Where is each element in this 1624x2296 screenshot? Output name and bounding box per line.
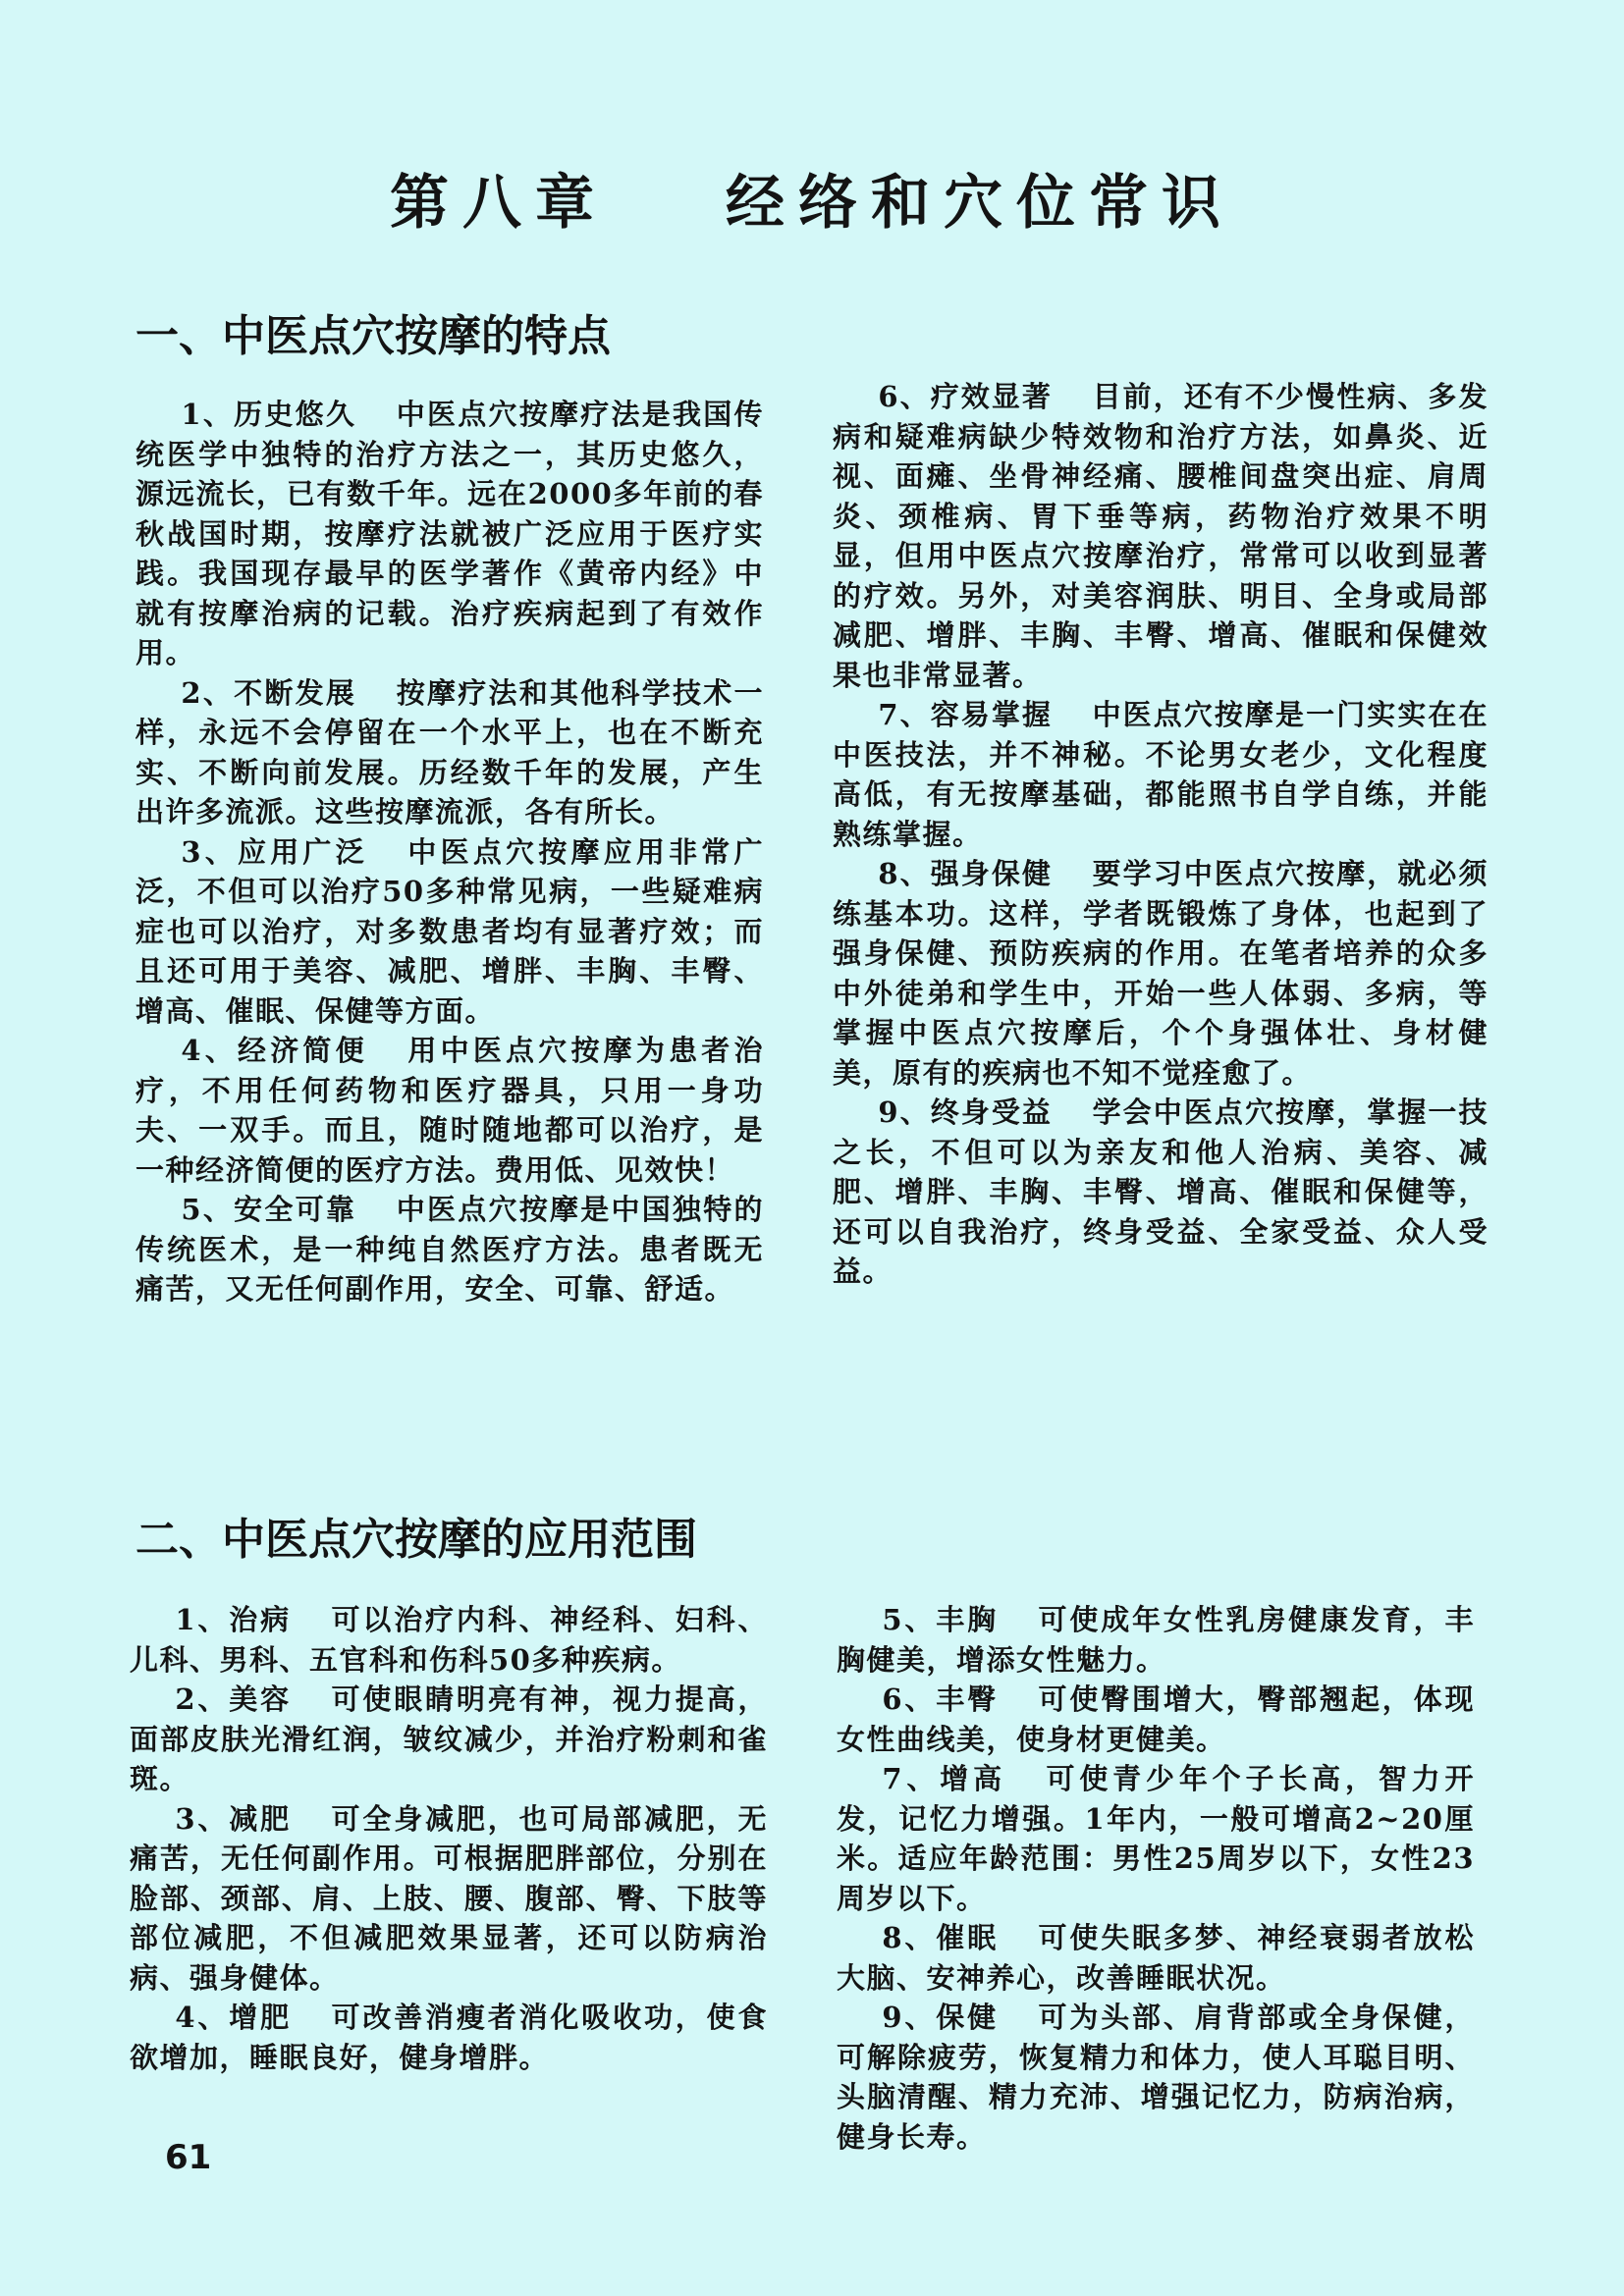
paragraph: [130, 1600, 768, 1680]
paragraph-text: 学会中医点穴按摩，掌握一技之长，不但可以为亲友和他人治病、美容、减肥、增胖、丰胸、丰臀、增高、催眠和保健等，还可以自我治疗，终身受益、全家受益、众人受益。: [833, 1095, 1489, 1288]
paragraph: [833, 854, 1489, 1093]
paragraph: [130, 1680, 768, 1799]
paragraph-lead: 5、安全可靠: [181, 1193, 357, 1226]
paragraph: [837, 1680, 1475, 1759]
paragraph-text: 中医点穴按摩疗法是我国传统医学中独特的治疗方法之一，其历史悠久，源远流长，已有数千年。远在2000多年前的春秋战国时期，按摩疗法就被广泛应用于医疗实践。我国现存最早的医学著作《黄帝内经》中就有按摩治病的记载。治疗疾病起到了有效作用。: [135, 398, 764, 669]
paragraph: [135, 832, 764, 1032]
paragraph: [837, 1600, 1475, 1680]
paragraph-lead: 7、增高: [882, 1762, 1006, 1795]
chapter-name: 经络和穴位常识: [726, 169, 1234, 238]
paragraph: [130, 1998, 768, 2077]
paragraph-lead: 8、强身保健: [878, 857, 1054, 890]
section-heading-features: 一、中医点穴按摩的特点: [135, 311, 611, 361]
paragraph: [135, 395, 764, 673]
paragraph: [833, 377, 1489, 695]
paragraph-text: 中医点穴按摩是一门实实在在中医技法，并不神秘。不论男女老少，文化程度高低，有无按摩基础，都能照书自学自练，并能熟练掌握。: [833, 698, 1489, 851]
paragraph-lead: 4、经济简便: [181, 1034, 368, 1067]
paragraph-text: 用中医点穴按摩为患者治疗，不用任何药物和医疗器具，只用一身功夫、一双手。而且，随时随地都可以治疗，是一种经济简便的医疗方法。费用低、见效快！: [135, 1034, 764, 1187]
paragraph-text: 可使臀围增大，臀部翘起，体现女性曲线美，使身材更健美。: [837, 1682, 1475, 1756]
paragraph-lead: 8、催眠: [882, 1921, 999, 1954]
paragraph-text: 可以治疗内科、神经科、妇科、儿科、男科、五官科和伤科50多种疾病。: [130, 1603, 768, 1677]
chapter-number: 第八章: [390, 169, 608, 238]
paragraph-text: 可为头部、肩背部或全身保健，可解除疲劳，恢复精力和体力，使人耳聪目明、头脑清醒、精力充沛、增强记忆力，防病治病，健身长寿。: [837, 2001, 1475, 2154]
paragraph-lead: 2、不断发展: [181, 675, 357, 710]
paragraph: [130, 1799, 768, 1999]
features-left-column: [135, 395, 764, 1309]
paragraph: [837, 1998, 1475, 2157]
paragraph-text: 可改善消瘦者消化吸收功，使食欲增加，睡眠良好，健身增胖。: [130, 2001, 768, 2074]
paragraph: [135, 673, 764, 832]
features-right-column: [833, 377, 1489, 1292]
paragraph-text: 按摩疗法和其他科学技术一样，永远不会停留在一个水平上，也在不断充实、不断向前发展。历经数千年的发展，产生出许多流派。这些按摩流派，各有所长。: [135, 675, 764, 828]
paragraph-lead: 9、保健: [882, 2001, 999, 2034]
paragraph-text: 可使成年女性乳房健康发育，丰胸健美，增添女性魅力。: [837, 1603, 1475, 1677]
paragraph-text: 可使失眠多梦、神经衰弱者放松大脑、安神养心，改善睡眠状况。: [837, 1921, 1475, 1995]
paragraph-lead: 4、增肥: [175, 2001, 292, 2034]
paragraph-text: 要学习中医点穴按摩，就必须练基本功。这样，学者既锻炼了身体，也起到了强身保健、预防疾病的作用。在笔者培养的众多中外徒弟和学生中，开始一些人体弱、多病，等掌握中医点穴按摩后，个个身强体壮、身材健美，原有的疾病也不知不觉痊愈了。: [833, 857, 1489, 1090]
scope-right-column: [837, 1600, 1475, 2157]
paragraph-lead: 3、减肥: [175, 1801, 292, 1836]
paragraph: [135, 1190, 764, 1309]
paragraph: [837, 1918, 1475, 1998]
paragraph-lead: 9、终身受益: [878, 1095, 1054, 1129]
paragraph: [135, 1031, 764, 1190]
paragraph-text: 中医点穴按摩是中国独特的传统医术，是一种纯自然医疗方法。患者既无痛苦，又无任何副作用，安全、可靠、舒适。: [135, 1193, 764, 1306]
paragraph-lead: 2、美容: [175, 1682, 292, 1716]
scope-left-column: [130, 1600, 768, 2077]
section-heading-scope: 二、中医点穴按摩的应用范围: [135, 1515, 697, 1565]
paragraph-text: 可使眼睛明亮有神，视力提高，面部皮肤光滑红润，皱纹减少，并治疗粉刺和雀斑。: [130, 1682, 768, 1795]
paragraph: [833, 695, 1489, 854]
chapter-title: [0, 169, 1624, 238]
paragraph-text: 目前，还有不少慢性病、多发病和疑难病缺少特效物和治疗方法，如鼻炎、近视、面瘫、坐骨神经痛、腰椎间盘突出症、肩周炎、颈椎病、胃下垂等病，药物治疗效果不明显，但用中医点穴按摩治疗，常常可以收到显著的疗效。另外，对美容润肤、明目、全身或局部减肥、增胖、丰胸、丰臀、增高、催眠和保健效果也非常显著。: [833, 380, 1489, 692]
paragraph-text: 可全身减肥，也可局部减肥，无痛苦，无任何副作用。可根据肥胖部位，分别在脸部、颈部、肩、上肢、腰、腹部、臀、下肢等部位减肥，不但减肥效果显著，还可以防病治病、强身健体。: [130, 1801, 768, 1995]
paragraph-text: 可使青少年个子长高，智力开发，记忆力增强。1年内，一般可增高2~20厘米。适应年龄范围：男性25周岁以下，女性23周岁以下。: [837, 1762, 1475, 1915]
paragraph-lead: 5、丰胸: [882, 1603, 999, 1636]
paragraph: [837, 1759, 1475, 1918]
paragraph-lead: 1、历史悠久: [181, 398, 357, 431]
paragraph-text: 中医点穴按摩应用非常广泛，不但可以治疗50多种常见病，一些疑难病症也可以治疗，对多数患者均有显著疗效；而且还可用于美容、减肥、增胖、丰胸、丰臀、增高、催眠、保健等方面。: [135, 834, 764, 1028]
paragraph-lead: 6、丰臀: [882, 1682, 999, 1716]
paragraph-lead: 6、疗效显著: [878, 380, 1054, 413]
paragraph-lead: 3、应用广泛: [181, 834, 368, 869]
paragraph: [833, 1093, 1489, 1292]
paragraph-lead: 7、容易掌握: [878, 698, 1054, 731]
paragraph-lead: 1、治病: [175, 1603, 292, 1636]
page-number: 61: [165, 2138, 212, 2177]
